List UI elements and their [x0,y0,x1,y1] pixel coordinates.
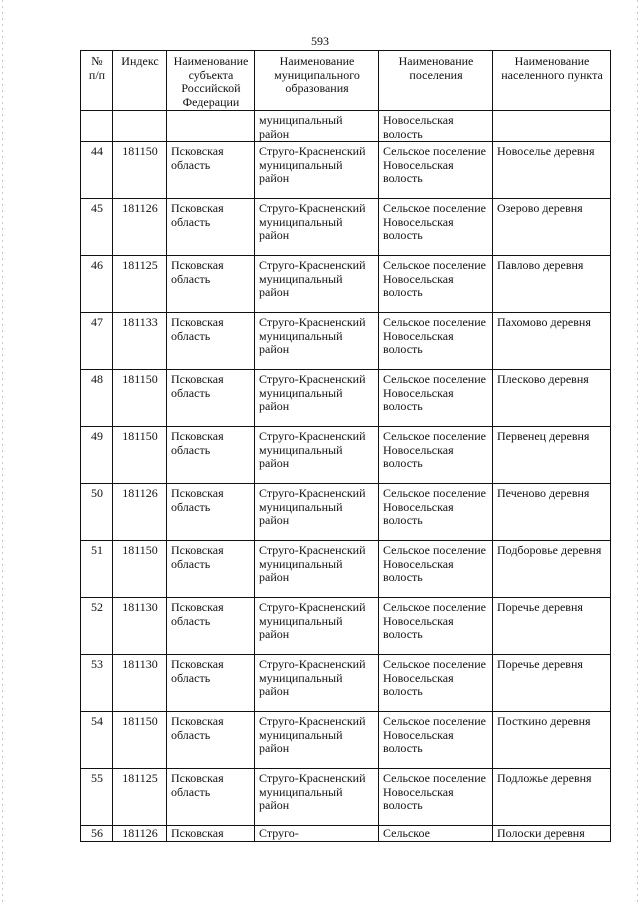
cell-municipality: Струго-Красненский муниципальный район [255,313,379,370]
table-row [81,142,611,199]
header-locality: Наименование населенного пункта [493,51,611,111]
cell-index: 181150 [113,541,167,598]
cell-settlement: Сельское поселение Новосельская волость [379,256,493,313]
table-row [81,256,611,313]
header-row [81,51,611,111]
cell-index: 181150 [113,142,167,199]
table-row [81,313,611,370]
cell-region: Псковская область [167,484,255,541]
cell-index: 181130 [113,598,167,655]
cell-index: 181150 [113,427,167,484]
cell-municipality: Струго-Красненский муниципальный район [255,598,379,655]
continuation-row [81,111,611,142]
cell-region: Псковская область [167,541,255,598]
cell-number: 52 [81,598,113,655]
cell-locality: Поречье деревня [493,598,611,655]
cell-municipality: Струго-Красненский муниципальный район [255,541,379,598]
table-row [81,541,611,598]
cell-number [81,111,113,142]
cell-number: 47 [81,313,113,370]
cell-municipality: Струго-Красненский муниципальный район [255,142,379,199]
cell-settlement: Сельское поселение Новосельская волость [379,541,493,598]
scan-edge-right [637,0,638,905]
cell-region: Псковская область [167,256,255,313]
cell-settlement: Сельское поселение Новосельская волость [379,313,493,370]
cell-region: Псковская область [167,427,255,484]
cell-number: 56 [81,826,113,842]
cell-index: 181126 [113,826,167,842]
postal-index-table [80,50,611,842]
cell-municipality: Струго-Красненский муниципальный район [255,427,379,484]
cell-index: 181125 [113,769,167,826]
cell-locality: Посткино деревня [493,712,611,769]
scan-edge-left [2,0,3,905]
cell-region: Псковская область [167,769,255,826]
cell-municipality: Струго-Красненский муниципальный район [255,370,379,427]
table-row [81,769,611,826]
cell-locality: Плесково деревня [493,370,611,427]
header-number: № п/п [81,51,113,111]
cell-number: 54 [81,712,113,769]
cell-region: Псковская область [167,313,255,370]
cell-settlement: Сельское поселение Новосельская волость [379,655,493,712]
table-row [81,427,611,484]
cell-locality: Первенец деревня [493,427,611,484]
header-index: Индекс [113,51,167,111]
cell-municipality: Струго-Красненский муниципальный район [255,256,379,313]
cell-region: Псковская [167,826,255,842]
cell-region: Псковская область [167,655,255,712]
page-number: 593 [311,34,329,48]
table-row [81,199,611,256]
cell-settlement: Сельское поселение Новосельская волость [379,598,493,655]
table-row [81,598,611,655]
cell-municipality: Струго-Красненский муниципальный район [255,484,379,541]
cell-municipality: муниципальный район [255,111,379,142]
cell-municipality: Струго-Красненский муниципальный район [255,769,379,826]
header-region: Наименование субъекта Российской Федерации [167,51,255,111]
cell-index [113,111,167,142]
cell-number: 46 [81,256,113,313]
cell-settlement: Сельское [379,826,493,842]
cell-municipality: Струго-Красненский муниципальный район [255,712,379,769]
cell-locality: Поречье деревня [493,655,611,712]
cell-index: 181125 [113,256,167,313]
cell-index: 181150 [113,712,167,769]
table-row [81,712,611,769]
cell-number: 51 [81,541,113,598]
cell-settlement: Сельское поселение Новосельская волость [379,142,493,199]
cell-locality: Подборовье деревня [493,541,611,598]
cell-index: 181130 [113,655,167,712]
cell-region [167,111,255,142]
cell-locality: Печеново деревня [493,484,611,541]
cell-locality: Пахомово деревня [493,313,611,370]
cell-index: 181150 [113,370,167,427]
cell-locality: Подложье деревня [493,769,611,826]
cell-settlement: Сельское поселение Новосельская волость [379,370,493,427]
cell-region: Псковская область [167,142,255,199]
cell-locality: Новоселье деревня [493,142,611,199]
cell-settlement: Сельское поселение Новосельская волость [379,484,493,541]
cell-municipality: Струго- [255,826,379,842]
cell-number: 44 [81,142,113,199]
cell-settlement: Новосельская волость [379,111,493,142]
cell-number: 49 [81,427,113,484]
cell-region: Псковская область [167,370,255,427]
cell-locality [493,111,611,142]
cell-number: 50 [81,484,113,541]
cell-number: 53 [81,655,113,712]
cell-settlement: Сельское поселение Новосельская волость [379,769,493,826]
header-municipality: Наименование муниципального образования [255,51,379,111]
cell-settlement: Сельское поселение Новосельская волость [379,199,493,256]
cell-municipality: Струго-Красненский муниципальный район [255,655,379,712]
cell-region: Псковская область [167,199,255,256]
header-settlement: Наименование поселения [379,51,493,111]
cell-region: Псковская область [167,598,255,655]
cell-settlement: Сельское поселение Новосельская волость [379,427,493,484]
cell-number: 55 [81,769,113,826]
cell-region: Псковская область [167,712,255,769]
cell-number: 48 [81,370,113,427]
cell-locality: Озерово деревня [493,199,611,256]
table-row [81,484,611,541]
cell-index: 181133 [113,313,167,370]
cell-index: 181126 [113,199,167,256]
cell-locality: Павлово деревня [493,256,611,313]
cell-number: 45 [81,199,113,256]
table-row [81,826,611,842]
cell-locality: Полоски деревня [493,826,611,842]
cell-settlement: Сельское поселение Новосельская волость [379,712,493,769]
table-row [81,655,611,712]
table-row [81,370,611,427]
cell-index: 181126 [113,484,167,541]
cell-municipality: Струго-Красненский муниципальный район [255,199,379,256]
